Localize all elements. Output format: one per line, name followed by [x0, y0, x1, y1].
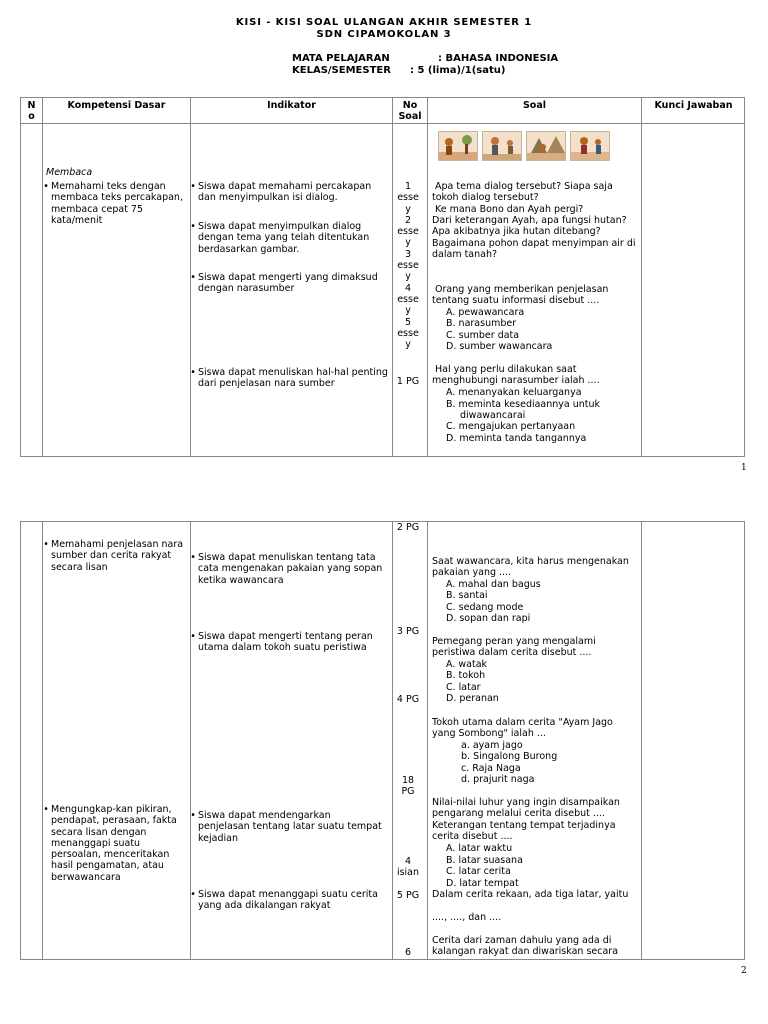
question-peran: Pemegang peran yang mengalami peristiwa dalam cerita disebut ....: [432, 636, 596, 659]
option-c: C. latar: [446, 682, 481, 693]
essay-question-2: Ke mana Bono dan Ayah pergi?: [432, 204, 584, 215]
option-d: D. sopan dan rapi: [446, 613, 531, 624]
no-soal-3: 3 PG: [396, 626, 420, 637]
bullet: •: [43, 804, 49, 815]
kd-heading-membaca: Membaca: [46, 167, 93, 178]
story-picture-1: [438, 131, 478, 161]
no-soal-4: 4 PG: [396, 694, 420, 705]
class-label: KELAS/SEMESTER: [292, 65, 391, 76]
question-latar-tempat: Keterangan tentang tempat terjadinya cerita disebut ....: [432, 820, 616, 843]
essay-question-1: Apa tema dialog tersebut? Siapa saja tokoh dialog tersebut?: [432, 181, 616, 204]
option-a: A. pewawancara: [446, 307, 525, 318]
indikator-3: Siswa dapat mengerti yang dimaksud dengan narasumber: [198, 272, 378, 295]
option-c: C. sumber data: [446, 330, 520, 341]
story-picture-3: [526, 131, 566, 161]
school-name: SDN CIPAMOKOLAN 3: [316, 29, 452, 40]
option-d: D. peranan: [446, 693, 499, 704]
option-a: a. ayam jago: [461, 740, 523, 751]
bullet: •: [190, 367, 196, 378]
bullet: •: [190, 221, 196, 232]
indikator-8: Siswa dapat menanggapi suatu cerita yang ada dikalangan rakyat: [198, 889, 378, 912]
no-soal-essay-list: 1 esse y 2 esse y 3 esse y 4 esse y 5 esse y: [397, 181, 419, 351]
question-narasumber: Orang yang memberikan penjelasan tentang suatu informasi disebut ....: [432, 284, 612, 307]
header-no: N o: [27, 100, 36, 122]
bullet: •: [43, 181, 49, 192]
header-no-soal: No Soal: [398, 100, 422, 122]
question-cerita-rekaan: Dalam cerita rekaan, ada tiga latar, yaitu: [432, 889, 629, 900]
option-b: b. Singalong Burong: [461, 751, 558, 762]
bullet: •: [190, 631, 196, 642]
option-b: B. meminta kesediaannya untuk: [446, 399, 601, 410]
option-d: D. sumber wawancara: [446, 341, 553, 352]
indikator-4: Siswa dapat menuliskan hal-hal penting dari penjelasan nara sumber: [198, 367, 388, 390]
indikator-2: Siswa dapat menyimpulkan dialog dengan tema yang telah ditentukan berdasarkan gambar.: [198, 221, 370, 255]
bullet: •: [190, 889, 196, 900]
option-b: B. latar suasana: [446, 855, 523, 866]
header-kunci-jawaban: Kunci Jawaban: [654, 100, 733, 111]
kd-3: Mengungkap-kan pikiran, pendapat, perasaan, fakta secara lisan dengan menanggapi suatu persoalan, menceritakan hasil pengamatan, atau berwawancara: [51, 804, 177, 883]
indikator-1: Siswa dapat memahami percakapan dan menyimpulkan isi dialog.: [198, 181, 372, 204]
question-tokoh-utama: Tokoh utama dalam cerita "Ayam Jago yang Sombong" ialah ...: [432, 717, 613, 740]
question-pakaian: Saat wawancara, kita harus mengenakan pakaian yang ....: [432, 556, 629, 579]
no-soal-18: 18 PG: [401, 775, 415, 798]
bullet: •: [190, 810, 196, 821]
kd-2: Memahami penjelasan nara sumber dan cerita rakyat secara lisan: [51, 539, 184, 573]
class-value: : 5 (lima)/1(satu): [410, 65, 506, 76]
header-soal: Soal: [522, 100, 547, 111]
option-a: A. mahal dan bagus: [446, 579, 541, 590]
option-c: C. sedang mode: [446, 602, 524, 613]
story-picture-4: [570, 131, 610, 161]
bullet: •: [190, 552, 196, 563]
option-d: D. meminta tanda tangannya: [446, 433, 587, 444]
option-c: c. Raja Naga: [461, 763, 521, 774]
essay-question-3: Dari keterangan Ayah, apa fungsi hutan?: [432, 215, 627, 226]
page-number-2: 2: [741, 966, 747, 976]
option-b: B. narasumber: [446, 318, 517, 329]
no-soal-2: 2 PG: [396, 522, 420, 533]
document-title: KISI - KISI SOAL ULANGAN AKHIR SEMESTER 1: [235, 17, 533, 28]
bullet: •: [43, 539, 49, 550]
bullet: •: [190, 272, 196, 283]
option-a: A. latar waktu: [446, 843, 513, 854]
bullet: •: [190, 181, 196, 192]
option-c: C. mengajukan pertanyaan: [446, 421, 576, 432]
subject-label: MATA PELAJARAN: [292, 53, 390, 64]
option-c: C. latar cerita: [446, 866, 511, 877]
indikator-7: Siswa dapat mendengarkan penjelasan tentang latar suatu tempat kejadian: [198, 810, 382, 844]
subject-value: : BAHASA INDONESIA: [438, 53, 559, 64]
essay-question-4: Apa akibatnya jika hutan ditebang?: [432, 226, 601, 237]
option-b-continued: diwawancarai: [460, 410, 526, 421]
page-number-1: 1: [741, 463, 747, 473]
no-soal-4-isian: 4 isian: [396, 856, 420, 879]
story-picture-2: [482, 131, 522, 161]
no-soal-5: 5 PG: [396, 890, 420, 901]
option-a: A. menanyakan keluarganya: [446, 387, 582, 398]
question-cerita-rekaan-blank: ...., ...., dan ....: [432, 912, 502, 923]
option-a: A. watak: [446, 659, 488, 670]
option-d: d. prajurit naga: [461, 774, 535, 785]
option-d: D. latar tempat: [446, 878, 519, 889]
question-hal-penting: Hal yang perlu dilakukan saat menghubungi narasumber ialah ....: [432, 364, 600, 387]
table-page-1: [20, 97, 745, 457]
question-nilai-luhur: Nilai-nilai luhur yang ingin disampaikan pengarang melalui cerita disebut ....: [432, 797, 620, 820]
no-soal-pg-1: 1 PG: [396, 376, 420, 387]
essay-question-5: Bagaimana pohon dapat menyimpan air di dalam tanah?: [432, 238, 636, 261]
option-b: B. tokoh: [446, 670, 486, 681]
indikator-5: Siswa dapat menuliskan tentang tata cata mengenakan pakaian yang sopan ketika wawancara: [198, 552, 383, 586]
header-kompetensi-dasar: Kompetensi Dasar: [67, 100, 166, 111]
option-b: B. santai: [446, 590, 488, 601]
question-cerita-rakyat: Cerita dari zaman dahulu yang ada di kalangan rakyat dan diwariskan secara: [432, 935, 619, 958]
kd-1: Memahami teks dengan membaca teks percakapan, membaca cepat 75 kata/menit: [51, 181, 183, 226]
no-soal-6: 6: [404, 947, 412, 958]
header-indikator: Indikator: [267, 100, 316, 111]
indikator-6: Siswa dapat mengerti tentang peran utama dalam tokoh suatu peristiwa: [198, 631, 373, 654]
